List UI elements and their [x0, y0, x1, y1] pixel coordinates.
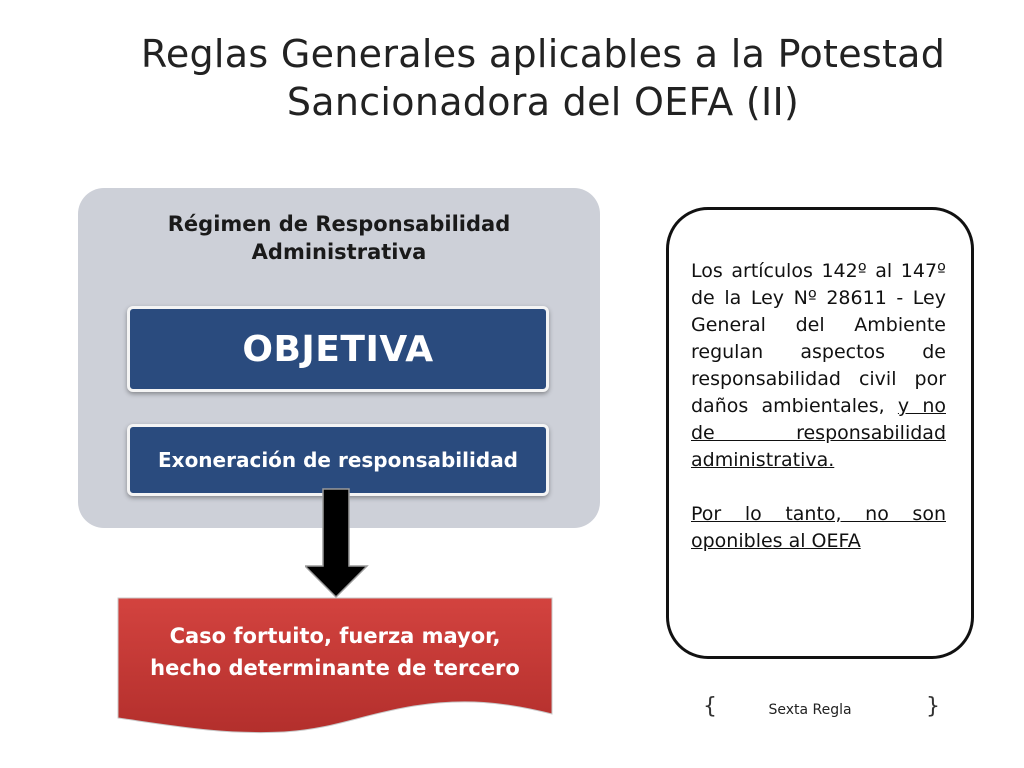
footer-brace-close: }	[926, 694, 940, 719]
consecuencia-line-1: Caso fortuito, fuerza mayor,	[169, 624, 501, 648]
title-line-1: Reglas Generales aplicables a la Potestad	[140, 32, 946, 76]
down-arrow-icon	[305, 488, 369, 600]
consecuencia-line-2: hecho determinante de tercero	[150, 656, 520, 680]
regimen-heading-line-1: Régimen de Responsabilidad	[167, 212, 511, 236]
nota-p1-underlined: y no de responsabilidad administrativa.	[691, 395, 946, 471]
nota-paragraph-2	[691, 501, 946, 555]
objetiva-box	[127, 306, 549, 392]
nota-paragraph-1	[691, 258, 946, 474]
nota-p2-underlined: Por lo tanto, no son oponibles al OEFA	[691, 503, 946, 552]
title-line-2: Sancionadora del OEFA (II)	[286, 80, 800, 124]
footer-brace-open: {	[703, 694, 717, 719]
slide-title	[62, 30, 1024, 126]
exoneracion-box	[127, 424, 549, 496]
exoneracion-label: Exoneración de responsabilidad	[158, 448, 518, 472]
nota-text	[691, 258, 946, 555]
footer-label: Sexta Regla	[768, 702, 852, 718]
consecuencia-text	[114, 620, 556, 684]
regimen-heading-line-2: Administrativa	[251, 240, 427, 264]
objetiva-label: OBJETIVA	[242, 328, 434, 370]
nota-p1-plain: Los artículos 142º al 147º de la Ley Nº 28611 - Ley General del Ambiente regulan aspectos de responsabilidad civil por daños ambientales,	[691, 260, 946, 417]
regimen-heading	[78, 210, 600, 266]
